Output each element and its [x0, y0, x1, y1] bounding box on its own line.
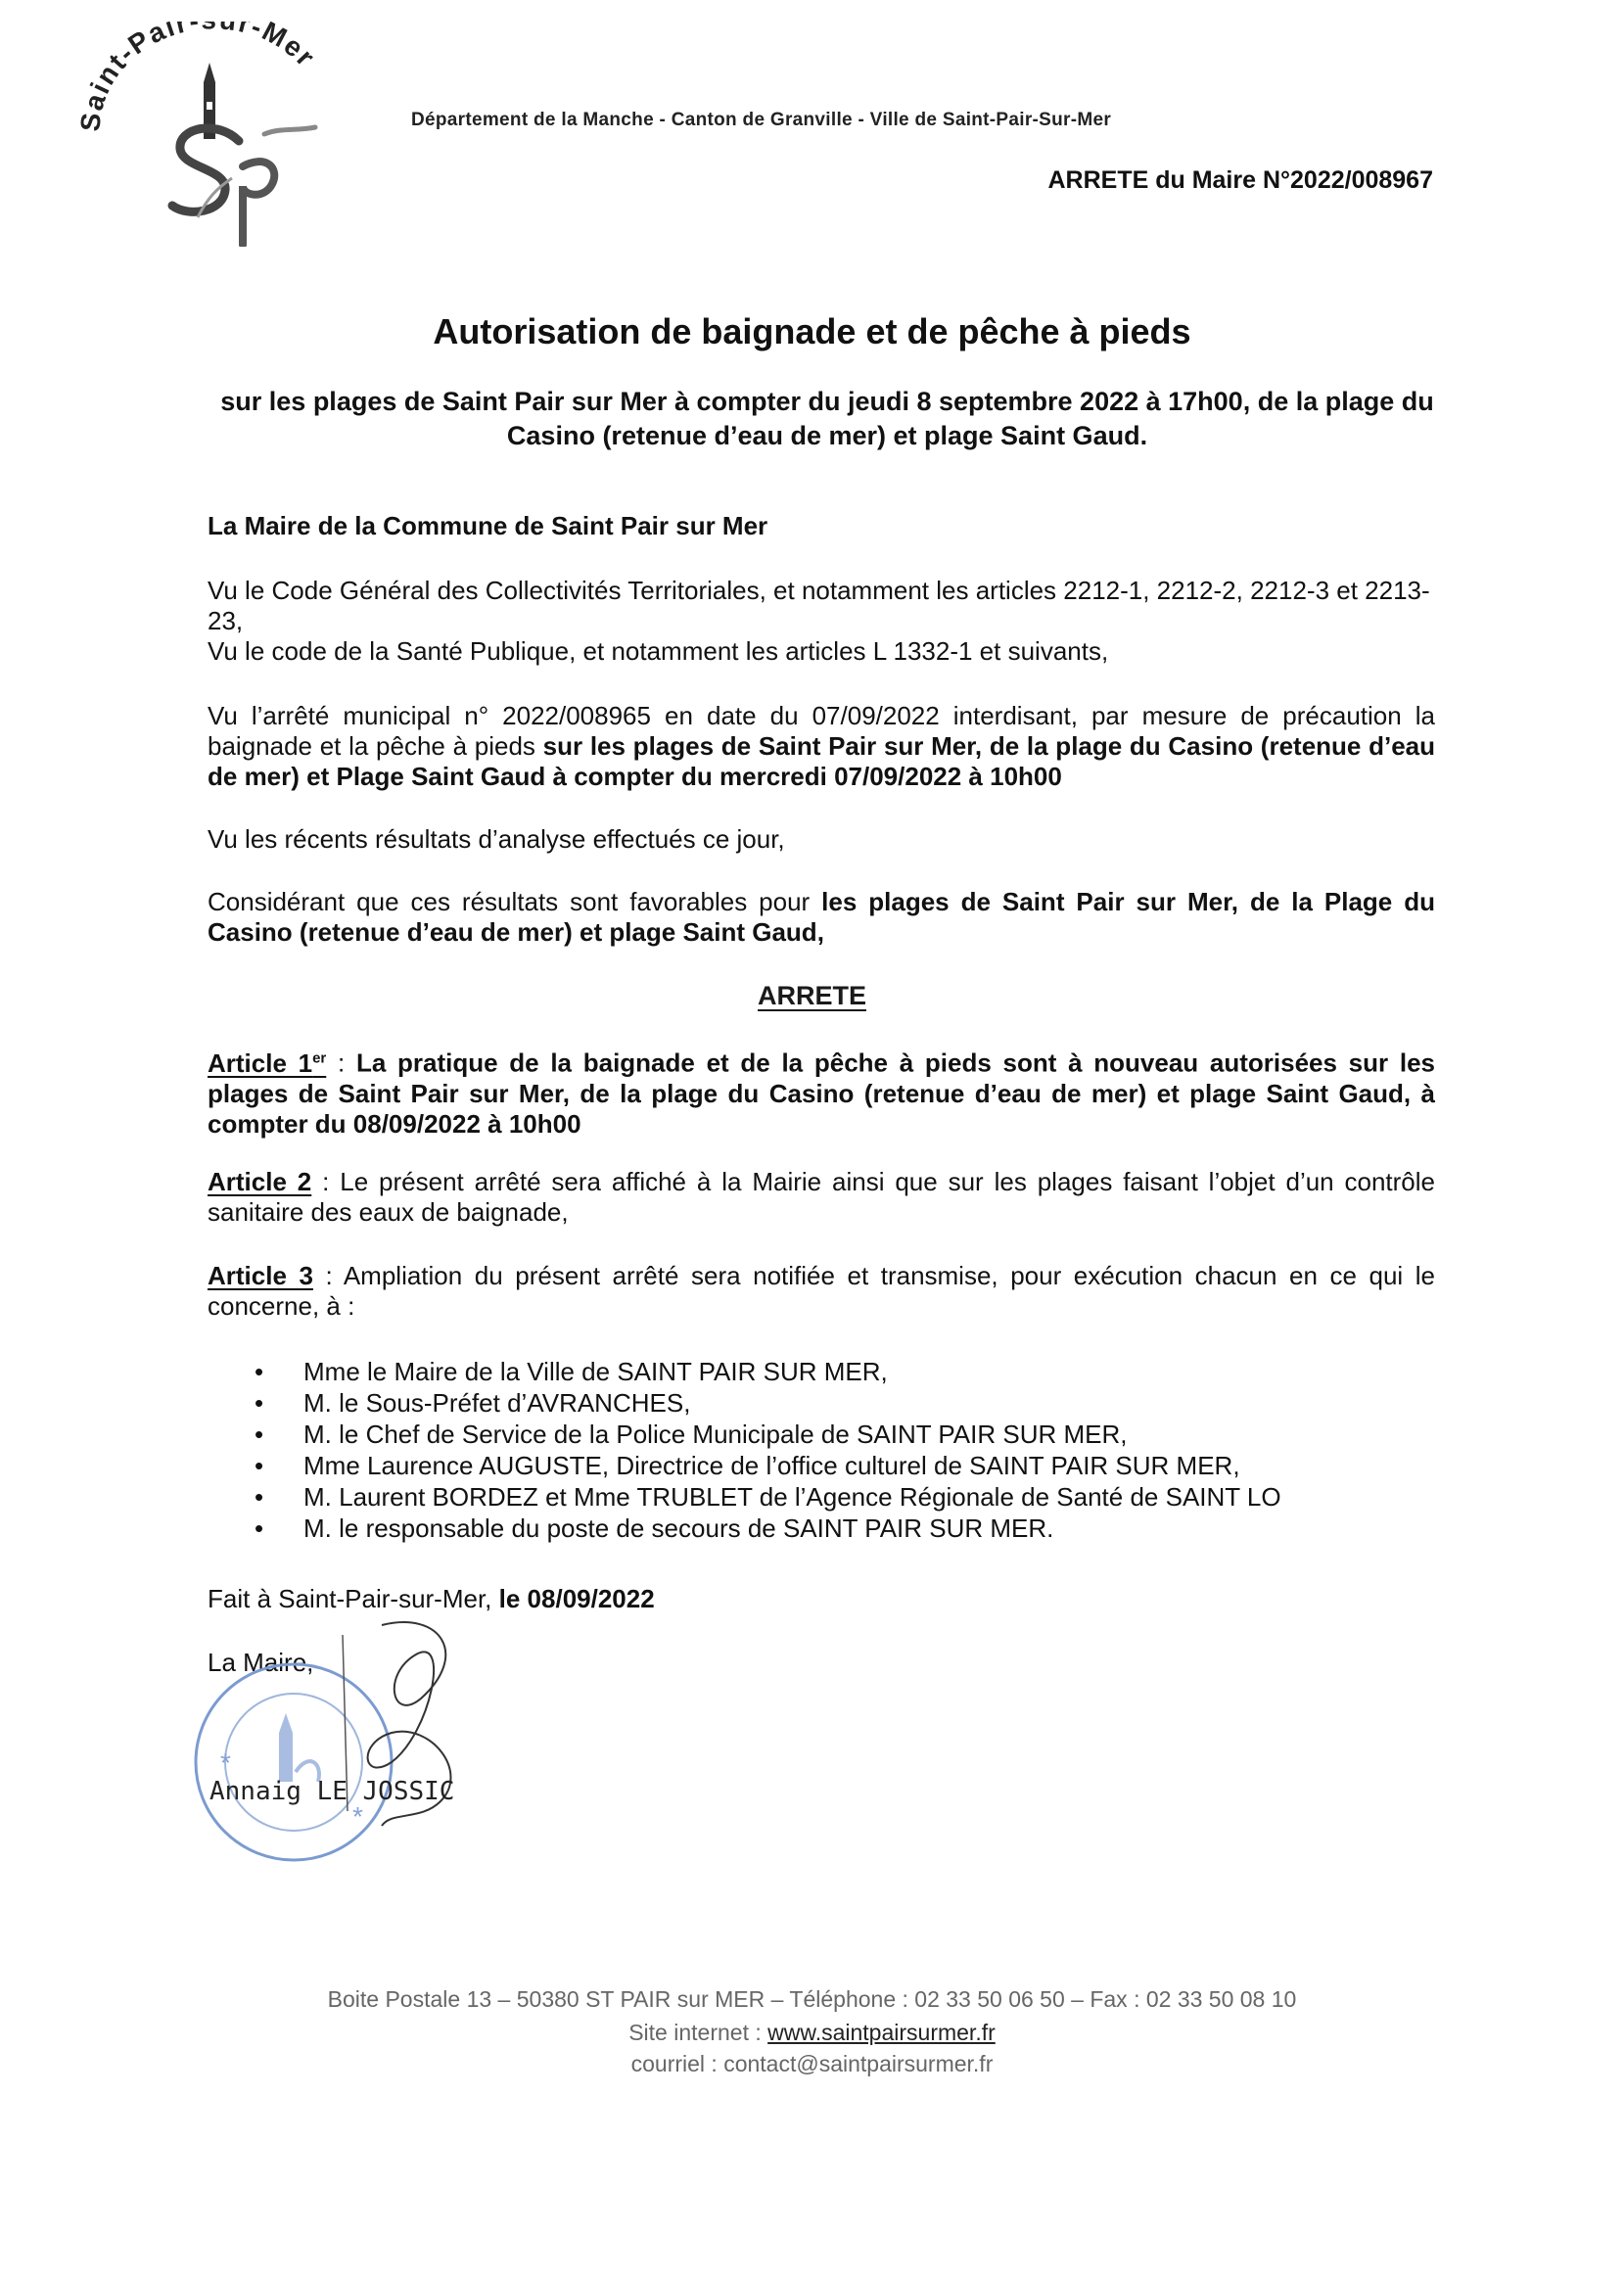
vu-arrete-intro: Vu l’arrêté municipal n° 2022/008965 en date du 07/09/2022 interdisant, par mesure de précaution la baignade et la pêche à pieds — [208, 701, 1435, 761]
list-item: • M. le Sous-Préfet d’AVRANCHES, — [208, 1387, 1435, 1419]
vu-arrete-bold: sur les plages de Saint Pair sur Mer, de la plage du Casino (retenue d’eau de mer) et Plage Saint Gaud à compter du mercredi 07/09/2022 à 10h00 — [208, 731, 1435, 791]
town-logo — [70, 22, 354, 247]
svg-text:*: * — [352, 1801, 363, 1832]
done-date: le 08/09/2022 — [498, 1584, 655, 1613]
vu-code-general: Vu le Code Général des Collectivités Territoriales, et notamment les articles 2212-1, 2212-2, 2212-3 et 2213-23, — [208, 576, 1430, 635]
recipients-list — [208, 1356, 1435, 1544]
handwritten-signature — [323, 1615, 489, 1840]
footer-email: courriel : contact@saintpairsurmer.fr — [630, 2051, 994, 2076]
svg-text:*: * — [220, 1747, 231, 1778]
considerant — [208, 887, 1435, 948]
article-1-text: La pratique de la baignade et de la pêche à pieds sont à nouveau autorisées sur les plages de Saint Pair sur Mer, de la plage du Casino (retenue d’eau de mer) et plage Saint Gaud, à compter du 08/09/2022 à 10h00 — [208, 1048, 1435, 1139]
document-subtitle: sur les plages de Saint Pair sur Mer à compter du jeudi 8 septembre 2022 à 17h00, de la plage du Casino (retenue d’eau de mer) et plage Saint Gaud. — [220, 387, 1434, 450]
signatory-name: Annaig LE JOSSIC — [209, 1777, 455, 1806]
arrete-heading: ARRETE — [757, 981, 866, 1010]
decree-reference: ARRETE du Maire N°2022/008967 — [1047, 166, 1433, 194]
article-2-label: Article 2 — [208, 1167, 312, 1196]
list-item: • Mme le Maire de la Ville de SAINT PAIR SUR MER, — [208, 1356, 1435, 1387]
considerant-intro: Considérant que ces résultats sont favorables pour — [208, 887, 822, 916]
done-at-line: Fait à Saint-Pair-sur-Mer, le 08/09/2022 — [208, 1584, 655, 1613]
article-1-label: Article 1er — [208, 1048, 327, 1078]
vu-sante-publique: Vu le code de la Santé Publique, et notamment les articles L 1332-1 et suivants, — [208, 636, 1109, 666]
considerant-bold: les plages de Saint Pair sur Mer, de la Plage du Casino (retenue d’eau de mer) et plage Saint Gaud, — [208, 887, 1435, 947]
article-3-label: Article 3 — [208, 1261, 313, 1290]
department-line: Département de la Manche - Canton de Granville - Ville de Saint-Pair-Sur-Mer — [411, 110, 1112, 130]
authority-line: La Maire de la Commune de Saint Pair sur Mer — [208, 511, 768, 540]
article-3-text: Ampliation du présent arrêté sera notifiée et transmise, pour exécution chacun en ce qui le concerne, à : — [208, 1261, 1435, 1321]
document-title: Autorisation de baignade et de pêche à pieds — [433, 311, 1191, 351]
article-2: Article 2 : Le présent arrêté sera affiché à la Mairie ainsi que sur les plages faisant l’objet d’un contrôle sanitaire des eaux de baignade, — [208, 1167, 1436, 1227]
list-item: • M. le Chef de Service de la Police Municipale de SAINT PAIR SUR MER, — [208, 1419, 1435, 1450]
footer-address: Boite Postale 13 – 50380 ST PAIR sur MER – Téléphone : 02 33 50 06 50 – Fax : 02 33 50 08 10 — [327, 1986, 1297, 2012]
list-item: • M. Laurent BORDEZ et Mme TRUBLET de l’Agence Régionale de Santé de SAINT LO — [208, 1481, 1435, 1513]
footer-website: Site internet : www.saintpairsurmer.fr — [628, 2020, 996, 2045]
website-link[interactable]: www.saintpairsurmer.fr — [767, 2020, 996, 2045]
vu-resultats: Vu les récents résultats d’analyse effectués ce jour, — [208, 824, 785, 854]
vu-arrete-municipal — [208, 701, 1435, 792]
article-2-text: Le présent arrêté sera affiché à la Mairie ainsi que sur les plages faisant l’objet d’un contrôle sanitaire des eaux de baignade, — [208, 1167, 1436, 1227]
signatory-role: La Maire, — [208, 1648, 314, 1677]
svg-text:Saint-Pair-sur-Mer: Saint-Pair r-Mer — [74, 22, 322, 133]
list-item: • M. le responsable du poste de secours de SAINT PAIR SUR MER. — [208, 1513, 1435, 1544]
article-3: Article 3 : Ampliation du présent arrêté sera notifiée et transmise, pour exécution chacun en ce qui le concerne, à : — [208, 1261, 1435, 1321]
article-1: Article 1er : La pratique de la baignade et de la pêche à pieds sont à nouveau autorisées sur les plages de Saint Pair sur Mer, de la plage du Casino (retenue d’eau de mer) et plage Saint Gaud, à compter du 08/09/2022 à 10h00 — [208, 1048, 1435, 1139]
list-item: • Mme Laurence AUGUSTE, Directrice de l’office culturel de SAINT PAIR SUR MER, — [208, 1450, 1435, 1481]
